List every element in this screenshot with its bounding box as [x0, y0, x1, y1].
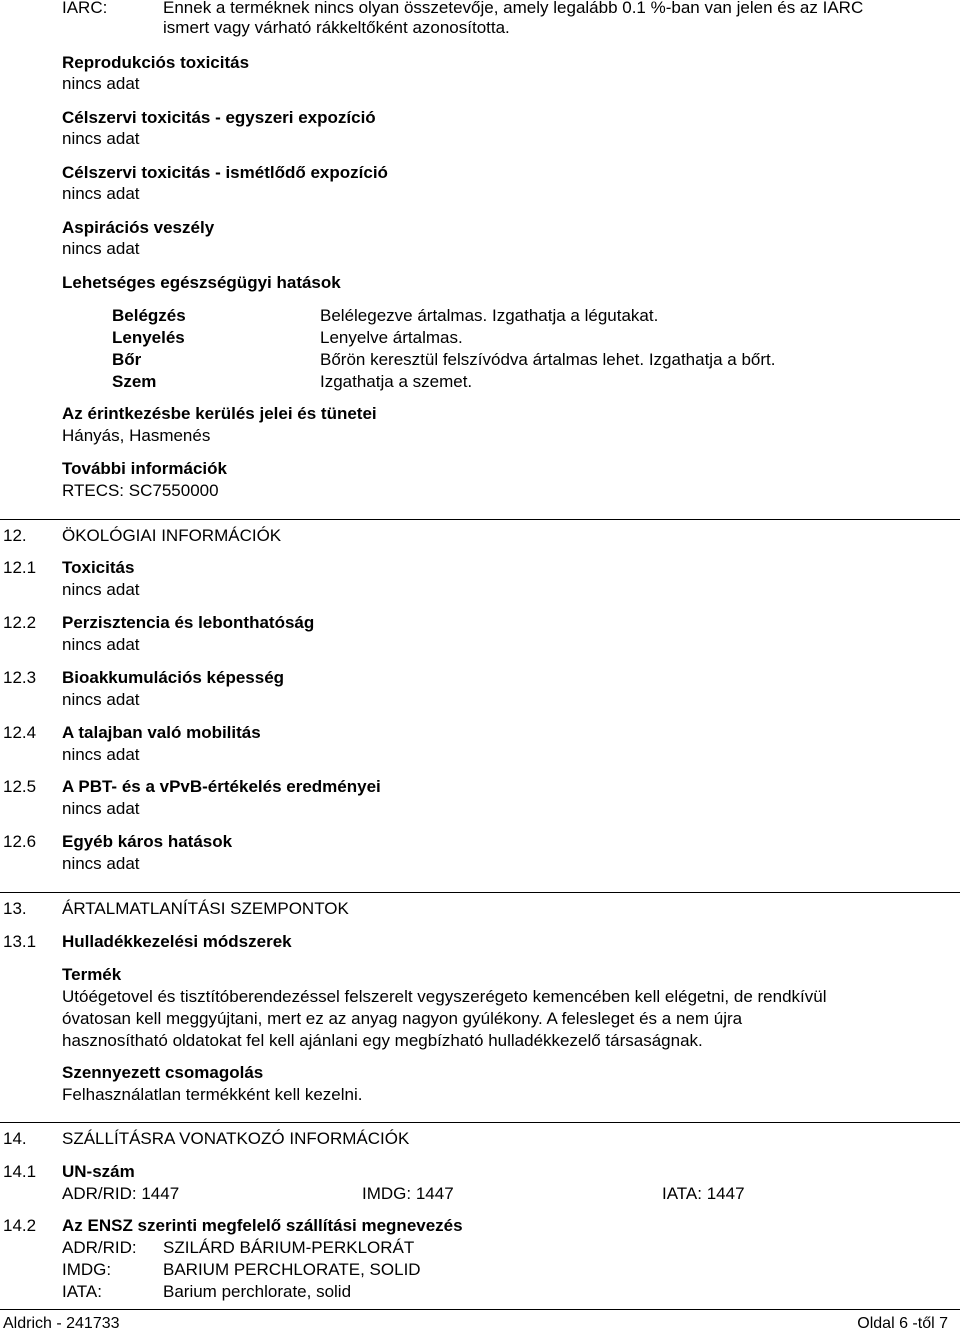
health-route-text: Lenyelve ártalmas.	[320, 328, 463, 347]
subsection-number: 12.6	[3, 832, 37, 851]
product-text-line: hasznosítható oldatokat fel kell ajánlani egy megbízható hulladékkezelő társaságnak.	[62, 1031, 703, 1050]
subsection-value: nincs adat	[62, 799, 140, 818]
iarc-text-line2: ismert vagy várható rákkeltőként azonosította.	[163, 18, 510, 37]
subsection-number: 14.2	[3, 1216, 37, 1235]
shipping-value: Barium perchlorate, solid	[163, 1282, 352, 1301]
footer-divider	[0, 1309, 960, 1310]
section-title: SZÁLLÍTÁSRA VONATKOZÓ INFORMÁCIÓK	[62, 1129, 410, 1148]
subsection-title: Az ENSZ szerinti megfelelő szállítási megnevezés	[62, 1216, 463, 1235]
tox-section-value: nincs adat	[62, 74, 140, 93]
packaging-text: Felhasználatlan termékként kell kezelni.	[62, 1085, 363, 1104]
section-divider	[0, 519, 960, 520]
subsection-title: Hulladékkezelési módszerek	[62, 932, 292, 951]
shipping-label: ADR/RID:	[62, 1238, 137, 1257]
shipping-value: SZILÁRD BÁRIUM-PERKLORÁT	[163, 1238, 415, 1257]
health-route-text: Bőrön keresztül felszívódva ártalmas lehet. Izgathatja a bőrt.	[320, 350, 776, 369]
un-number-iata: IATA: 1447	[662, 1184, 745, 1203]
packaging-title: Szennyezett csomagolás	[62, 1063, 264, 1082]
subsection-title: Bioakkumulációs képesség	[62, 668, 285, 687]
shipping-label: IMDG:	[62, 1260, 112, 1279]
health-route-label: Bőr	[112, 350, 142, 369]
subsection-number: 12.5	[3, 777, 37, 796]
shipping-value: BARIUM PERCHLORATE, SOLID	[163, 1260, 421, 1279]
further-info-title: További információk	[62, 459, 227, 478]
subsection-number: 12.2	[3, 613, 37, 632]
product-title: Termék	[62, 965, 122, 984]
tox-section-title: Célszervi toxicitás - egyszeri expozíció	[62, 108, 376, 127]
subsection-title: Egyéb káros hatások	[62, 832, 233, 851]
section-divider	[0, 1122, 960, 1123]
subsection-value: nincs adat	[62, 690, 140, 709]
iarc-label: IARC:	[62, 0, 108, 17]
section-number: 12.	[3, 526, 27, 545]
product-text-line: Utóégetovel és tisztítóberendezéssel felszerelt vegyszerégeto kemencében kell elégetni, de rendkívül	[62, 987, 827, 1006]
tox-section-title: Reprodukciós toxicitás	[62, 53, 250, 72]
tox-section-value: nincs adat	[62, 129, 140, 148]
subsection-number: 14.1	[3, 1162, 37, 1181]
tox-section-title: Aspirációs veszély	[62, 218, 215, 237]
subsection-title: Toxicitás	[62, 558, 135, 577]
subsection-title: UN-szám	[62, 1162, 135, 1181]
health-effects-title: Lehetséges egészségügyi hatások	[62, 273, 341, 292]
health-route-label: Belégzés	[112, 306, 186, 325]
health-route-text: Izgathatja a szemet.	[320, 372, 473, 391]
section-divider	[0, 892, 960, 893]
subsection-value: nincs adat	[62, 854, 140, 873]
subsection-title: A talajban való mobilitás	[62, 723, 261, 742]
subsection-value: nincs adat	[62, 745, 140, 764]
tox-section-title: Célszervi toxicitás - ismétlődő expozíció	[62, 163, 388, 182]
symptoms-text: Hányás, Hasmenés	[62, 426, 211, 445]
subsection-number: 13.1	[3, 932, 37, 951]
tox-section-value: nincs adat	[62, 184, 140, 203]
health-route-label: Lenyelés	[112, 328, 185, 347]
un-number-imdg: IMDG: 1447	[362, 1184, 454, 1203]
section-number: 14.	[3, 1129, 27, 1148]
subsection-number: 12.1	[3, 558, 37, 577]
product-text-line: óvatosan kell meggyújtani, mert ez az anyag nagyon gyúlékony. A felesleget és a nem újra	[62, 1009, 743, 1028]
further-info-text: RTECS: SC7550000	[62, 481, 219, 500]
section-number: 13.	[3, 899, 27, 918]
subsection-title: Perzisztencia és lebonthatóság	[62, 613, 315, 632]
subsection-number: 12.4	[3, 723, 37, 742]
section-title: ÁRTALMATLANÍTÁSI SZEMPONTOK	[62, 899, 349, 918]
footer-page-number: Oldal 6 -től 7	[857, 1315, 948, 1332]
iarc-text-line1: Ennek a terméknek nincs olyan összetevője, amely legalább 0.1 %-ban van jelen és az IARC	[163, 0, 864, 17]
health-route-label: Szem	[112, 372, 157, 391]
subsection-number: 12.3	[3, 668, 37, 687]
tox-section-value: nincs adat	[62, 239, 140, 258]
subsection-value: nincs adat	[62, 580, 140, 599]
footer-product-code: Aldrich - 241733	[3, 1315, 120, 1332]
un-number-adr: ADR/RID: 1447	[62, 1184, 180, 1203]
health-route-text: Belélegezve ártalmas. Izgathatja a légutakat.	[320, 306, 659, 325]
symptoms-title: Az érintkezésbe kerülés jelei és tünetei	[62, 404, 377, 423]
subsection-title: A PBT- és a vPvB-értékelés eredményei	[62, 777, 381, 796]
subsection-value: nincs adat	[62, 635, 140, 654]
section-title: ÖKOLÓGIAI INFORMÁCIÓK	[62, 526, 282, 545]
shipping-label: IATA:	[62, 1282, 102, 1301]
